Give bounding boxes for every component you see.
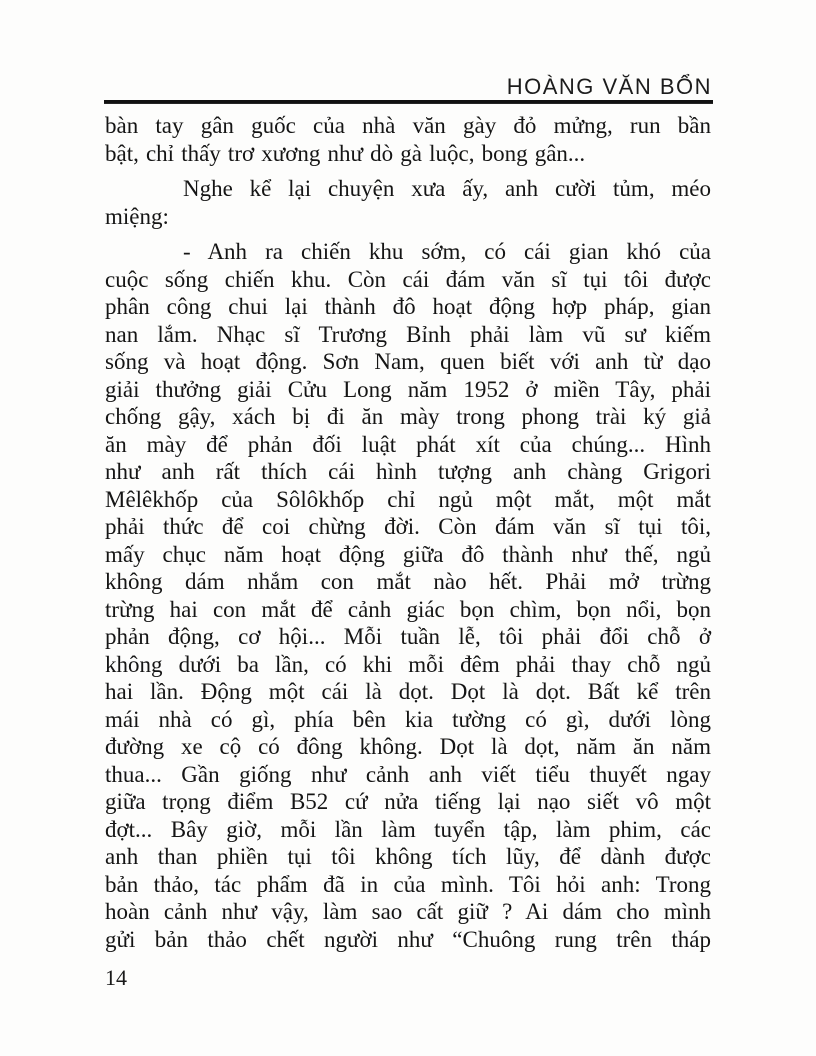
page-body <box>105 112 711 953</box>
page-number: 14 <box>105 965 127 990</box>
text-line: ăn mày để phản đối luật phát xít của chúng... Hình <box>105 431 711 457</box>
text-line: bản thảo, tác phẩm đã in của mình. Tôi hỏi anh: Trong <box>105 871 711 897</box>
text-line: trừng hai con mắt để cảnh giác bọn chìm, bọn nổi, bọn <box>105 596 711 622</box>
text-line: mấy chục năm hoạt động giữa đô thành như thế, ngủ <box>105 541 711 567</box>
text-line: Mêlêkhốp của Sôlôkhốp chỉ ngủ một mắt, một mắt <box>105 486 711 512</box>
text-line: cuộc sống chiến khu. Còn cái đám văn sĩ tụi tôi được <box>105 266 711 292</box>
text-line: hai lần. Động một cái là dọt. Dọt là dọt. Bất kể trên <box>105 679 711 704</box>
text-line: phân công chui lại thành đô hoạt động hợp pháp, gian <box>105 294 711 319</box>
text-line: đợt... Bây giờ, mỗi lần làm tuyển tập, làm phim, các <box>105 816 711 842</box>
text-line: không dám nhắm con mắt nào hết. Phải mở trừng <box>105 569 711 594</box>
paragraph <box>105 238 711 953</box>
text-line: Nghe kể lại chuyện xưa ấy, anh cười tủm, méo <box>183 176 711 201</box>
text-line: gửi bản thảo chết người như “Chuông rung trên tháp <box>105 926 711 952</box>
running-header-author: HOÀNG VĂN BỔN <box>506 74 712 99</box>
text-line: bàn tay gân guốc của nhà văn gày đỏ mửng, run bần <box>105 113 711 138</box>
text-line: mái nhà có gì, phía bên kia tường có gì, dưới lòng <box>105 706 711 732</box>
text-line: sống và hoạt động. Sơn Nam, quen biết với anh từ dạo <box>105 349 711 374</box>
text-line: đường xe cộ có đông không. Dọt là dọt, năm ăn năm <box>105 734 711 759</box>
text-line: - Anh ra chiến khu sớm, có cái gian khó của <box>183 239 711 264</box>
text-line: miệng: <box>105 203 169 229</box>
paragraph <box>105 175 711 230</box>
text-line: chống gậy, xách bị đi ăn mày trong phong trài ký giả <box>105 404 711 429</box>
text-line: giữa trọng điểm B52 cứ nửa tiếng lại nạo siết vô một <box>105 789 711 814</box>
text-line: bật, chỉ thấy trơ xương như dò gà luộc, bong gân... <box>105 140 586 166</box>
text-line: giải thưởng giải Cửu Long năm 1952 ở miền Tây, phải <box>105 376 711 402</box>
header-divider-rule <box>104 100 713 104</box>
text-line: như anh rất thích cái hình tượng anh chàng Grigori <box>105 459 711 484</box>
text-line: phản động, cơ hội... Mỗi tuần lễ, tôi phải đổi chỗ ở <box>105 624 711 649</box>
text-line: phải thức để coi chừng đời. Còn đám văn sĩ tụi tôi, <box>105 514 711 539</box>
text-line: thua... Gần giống như cảnh anh viết tiểu thuyết ngay <box>105 761 711 787</box>
text-line: hoàn cảnh như vậy, làm sao cất giữ ? Ai dám cho mình <box>105 899 711 924</box>
paragraph <box>105 112 711 167</box>
text-line: không dưới ba lần, có khi mỗi đêm phải thay chỗ ngủ <box>105 651 711 677</box>
text-line: nan lắm. Nhạc sĩ Trương Bỉnh phải làm vũ sư kiếm <box>105 321 711 347</box>
text-line: anh than phiền tụi tôi không tích lũy, để dành được <box>105 844 711 869</box>
